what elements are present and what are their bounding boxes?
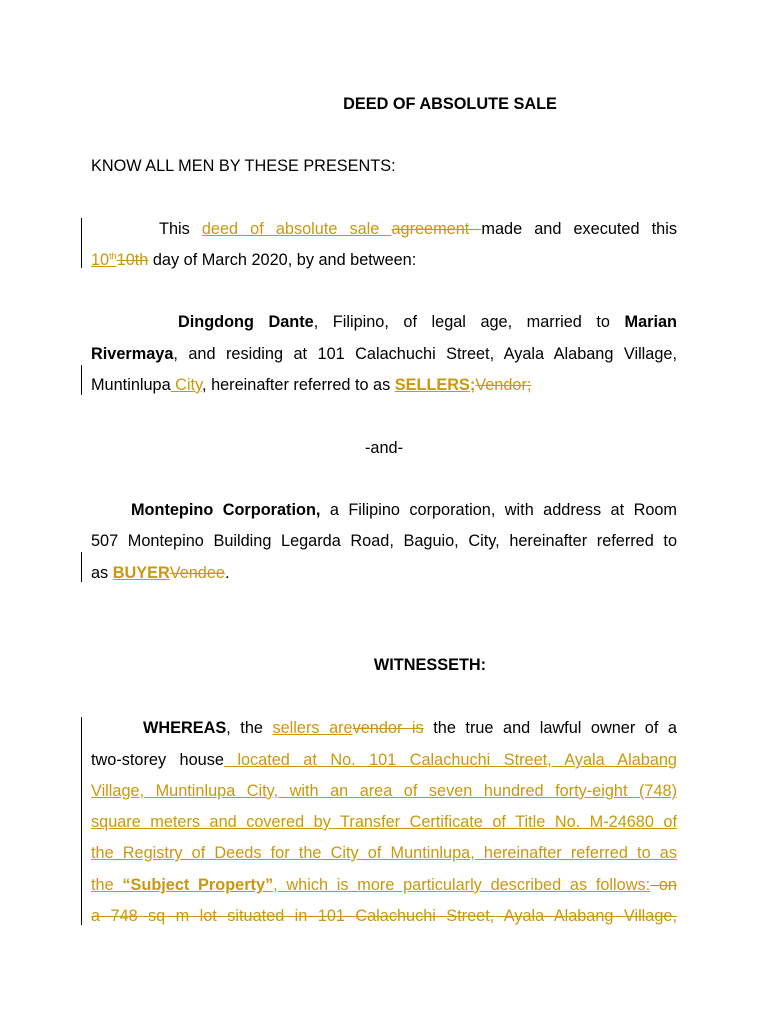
deleted-text: agreement xyxy=(391,220,482,238)
inserted-text: located at No. 101 Calachuchi Street, Ayala Alabang xyxy=(223,751,677,769)
paragraph-1-line-1: This deed of absolute sale agreement made and executed this xyxy=(159,220,677,238)
paragraph-4-line-4: square meters and covered by Transfer Certificate of Title No. M-24680 of xyxy=(91,813,677,831)
inserted-text: 10th xyxy=(91,251,117,269)
deleted-text: Vendee xyxy=(169,564,225,582)
inserted-text: BUYER xyxy=(112,564,170,582)
paragraph-4-line-1: WHEREAS, the sellers arevendor is the true and lawful owner of a xyxy=(143,719,677,737)
and-separator: -and- xyxy=(364,439,403,457)
paragraph-2-line-1: Dingdong Dante, Filipino, of legal age, married to Marian xyxy=(178,313,677,331)
deleted-text: on xyxy=(650,876,677,894)
inserted-text: deed of absolute sale xyxy=(201,220,392,238)
paragraph-4-line-5: the Registry of Deeds for the City of Muntinlupa, hereinafter referred to as xyxy=(91,844,677,862)
paragraph-3-line-1: Montepino Corporation, a Filipino corporation, with address at Room xyxy=(131,501,677,519)
witnesseth-heading: WITNESSETH: xyxy=(373,656,487,674)
inserted-text: City xyxy=(170,376,203,394)
deleted-text: 10th xyxy=(116,251,149,269)
paragraph-2-line-3: Muntinlupa City, hereinafter referred to as SELLERS;Vendor; xyxy=(91,376,532,394)
paragraph-4-line-2: two-storey house located at No. 101 Calachuchi Street, Ayala Alabang xyxy=(91,751,677,769)
paragraph-2-line-2: Rivermaya, and residing at 101 Calachuchi Street, Ayala Alabang Village, xyxy=(91,345,677,363)
inserted-text: sellers are xyxy=(272,719,353,737)
paragraph-3-line-2: 507 Montepino Building Legarda Road, Baguio, City, hereinafter referred to xyxy=(91,532,677,550)
deleted-text: Vendor; xyxy=(475,376,532,394)
opening-line: KNOW ALL MEN BY THESE PRESENTS: xyxy=(91,157,396,175)
document-title: DEED OF ABSOLUTE SALE xyxy=(343,95,557,113)
paragraph-4-line-3: Village, Muntinlupa City, with an area of seven hundred forty-eight (748) xyxy=(91,782,677,800)
paragraph-3-line-3: as BUYERVendee. xyxy=(91,564,230,582)
paragraph-1-line-2: 10th10th day of March 2020, by and between: xyxy=(91,251,417,269)
change-bar xyxy=(81,218,82,268)
deleted-text: vendor is xyxy=(352,719,424,737)
inserted-text: SELLERS; xyxy=(394,376,476,394)
change-bar xyxy=(81,552,82,582)
change-bar xyxy=(81,717,82,925)
paragraph-4-line-7: a 748 sq m lot situated in 101 Calachuchi Street, Ayala Alabang Village, xyxy=(91,907,677,925)
paragraph-4-line-6: the “Subject Property”, which is more particularly described as follows: on xyxy=(91,876,677,894)
change-bar xyxy=(81,365,82,395)
